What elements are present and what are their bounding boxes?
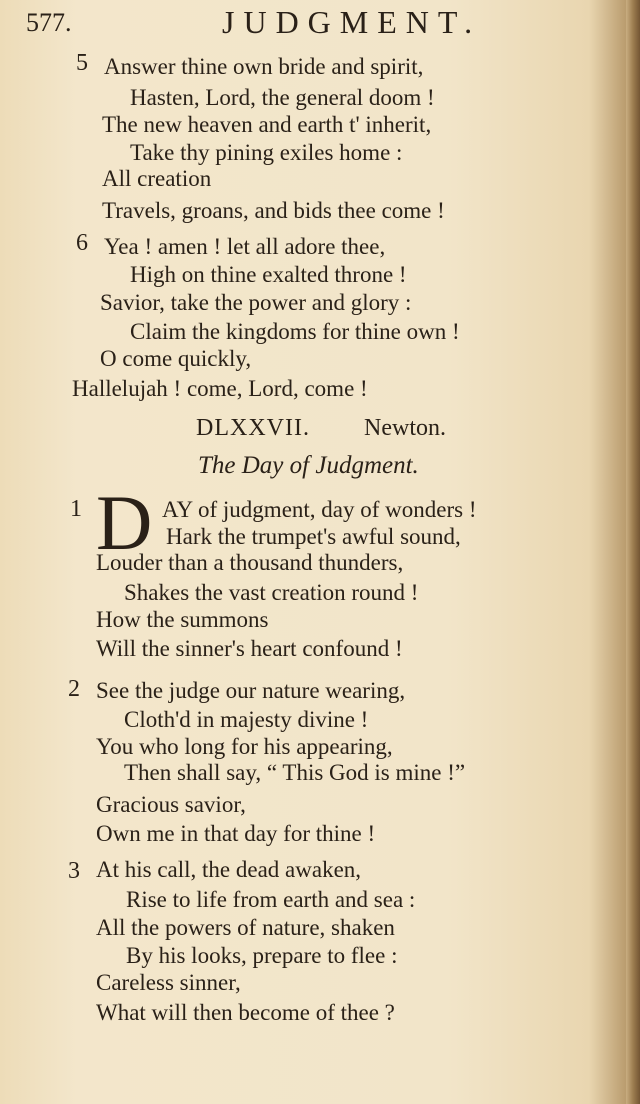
verse-line: Yea ! amen ! let all adore thee,	[104, 234, 386, 259]
drop-cap: D	[96, 479, 153, 566]
verse-line: Claim the kingdoms for thine own !	[130, 319, 460, 344]
running-head: JUDGMENT.	[222, 4, 482, 40]
verse-line: Savior, take the power and glory :	[100, 290, 412, 315]
verse-line: How the summons	[96, 607, 269, 632]
verse-line: All creation	[102, 166, 212, 191]
verse-line: Shakes the vast creation round !	[124, 580, 419, 605]
verse-line: Answer thine own bride and spirit,	[104, 54, 424, 79]
verse-line: Travels, groans, and bids thee come !	[102, 198, 445, 223]
verse-line: Take thy pining exiles home :	[130, 140, 403, 165]
verse-number: 3	[68, 858, 80, 884]
verse-line: Will the sinner's heart confound !	[96, 636, 403, 661]
verse-line: See the judge our nature wearing,	[96, 678, 406, 703]
verse-line: All the powers of nature, shaken	[96, 915, 395, 940]
hymn-title: The Day of Judgment.	[198, 452, 419, 479]
page-header	[26, 4, 626, 44]
verse-line: Cloth'd in majesty divine !	[124, 707, 369, 732]
hymn-number: DLXXVII.	[196, 415, 310, 441]
verse-line: Rise to life from earth and sea :	[126, 887, 416, 912]
verse-line: Hasten, Lord, the general doom !	[130, 85, 435, 110]
verse-line: Careless sinner,	[96, 970, 241, 995]
verse-line: By his looks, prepare to flee :	[126, 943, 398, 968]
hymn-author: Newton.	[364, 415, 446, 441]
verse-line: Hallelujah ! come, Lord, come !	[72, 376, 368, 401]
verse-line: The new heaven and earth t' inherit,	[102, 112, 432, 137]
verse-line: At his call, the dead awaken,	[96, 857, 362, 882]
verse-line: High on thine exalted throne !	[130, 262, 407, 287]
page-number: 577.	[26, 8, 72, 37]
verse-line: O come quickly,	[100, 346, 252, 371]
verse-line: Gracious savior,	[96, 792, 246, 817]
page-edge	[626, 0, 640, 1104]
verse-line: Louder than a thousand thunders,	[96, 550, 404, 575]
verse-line: You who long for his appearing,	[96, 734, 393, 759]
verse-number: 5	[76, 50, 88, 76]
verse-line: Then shall say, “ This God is mine !”	[124, 760, 466, 785]
verse-line: Own me in that day for thine !	[96, 821, 376, 846]
verse-number: 1	[70, 496, 82, 522]
verse-number: 2	[68, 676, 80, 702]
verse-line: What will then become of thee ?	[96, 1000, 395, 1025]
verse-line: Hark the trumpet's awful sound,	[166, 524, 461, 549]
verse-number: 6	[76, 230, 88, 256]
verse-line: AY of judgment, day of wonders !	[162, 497, 477, 522]
